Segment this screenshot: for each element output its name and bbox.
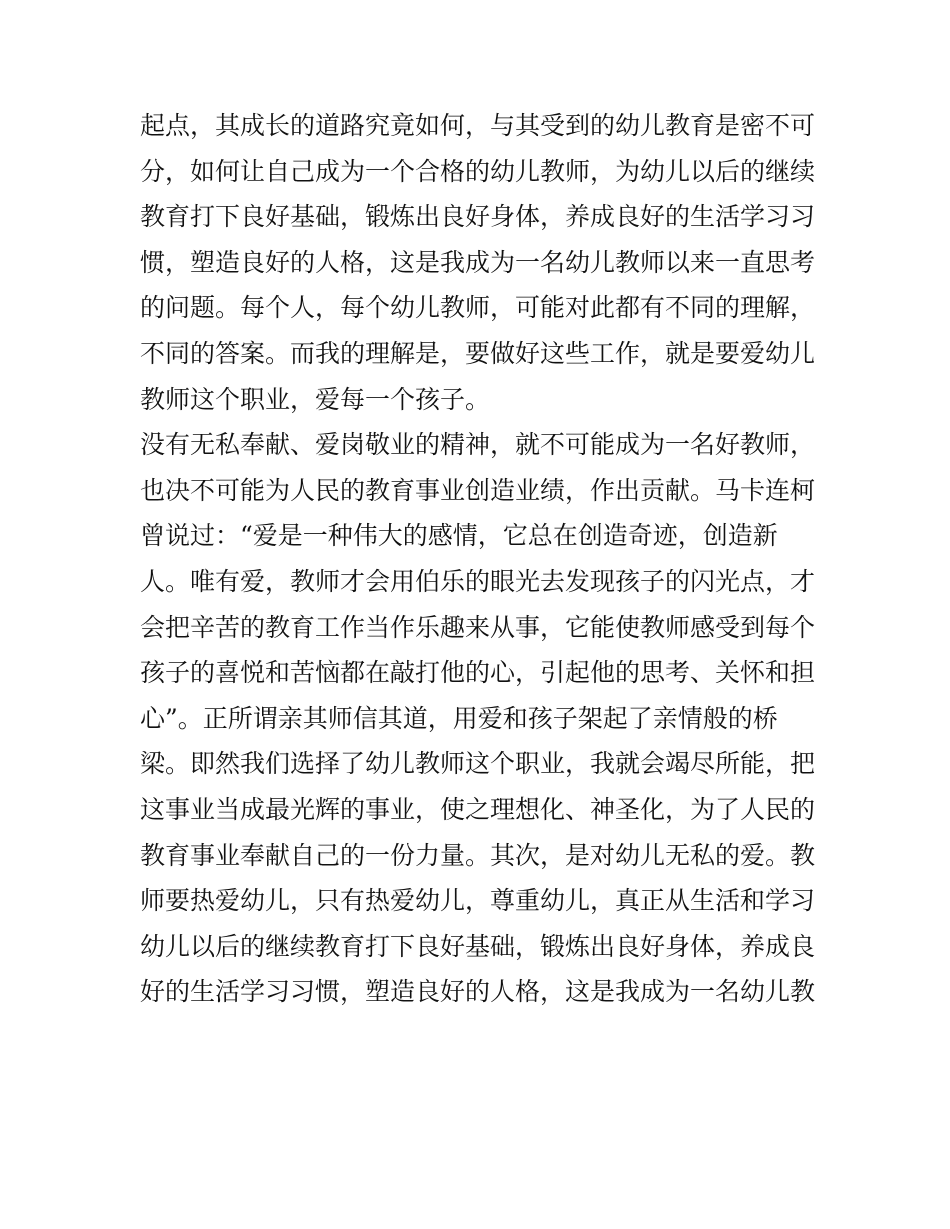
text-line: 会把辛苦的教育工作当作乐趣来从事，它能使教师感受到每个	[140, 612, 816, 642]
text-line: 惯，塑造良好的人格，这是我成为一名幼儿教师以来一直思考	[140, 247, 816, 277]
text-line: 师要热爱幼儿，只有热爱幼儿，尊重幼儿，真正从生活和学习	[140, 886, 816, 916]
text-line: 这事业当成最光辉的事业，使之理想化、神圣化，为了人民的	[140, 794, 816, 824]
text-line: 的问题。每个人，每个幼儿教师，可能对此都有不同的理解，	[140, 293, 816, 323]
text-line: 也决不可能为人民的教育事业创造业绩，作出贡献。马卡连柯	[140, 475, 816, 505]
text-line: 教育打下良好基础，锻炼出良好身体，养成良好的生活学习习	[140, 202, 816, 232]
text-line: 不同的答案。而我的理解是，要做好这些工作，就是要爱幼儿	[140, 338, 816, 368]
text-line: 好的生活学习习惯，塑造良好的人格，这是我成为一名幼儿教	[140, 977, 816, 1007]
text-line: 曾说过：“爱是一种伟大的感情，它总在创造奇迹，创造新	[140, 521, 778, 551]
text-line: 人。唯有爱，教师才会用伯乐的眼光去发现孩子的闪光点，才	[140, 566, 816, 596]
text-line: 梁。即然我们选择了幼儿教师这个职业，我就会竭尽所能，把	[140, 749, 816, 779]
body-text	[140, 103, 820, 1015]
text-line: 孩子的喜悦和苦恼都在敲打他的心，引起他的思考、关怀和担	[140, 658, 816, 688]
text-line: 起点，其成长的道路究竟如何，与其受到的幼儿教育是密不可	[140, 111, 816, 140]
text-line: 心”。正所谓亲其师信其道，用爱和孩子架起了亲情般的桥	[140, 703, 778, 733]
text-line: 教师这个职业，爱每一个孩子。	[140, 384, 491, 414]
text-line: 幼儿以后的继续教育打下良好基础，锻炼出良好身体，养成良	[140, 931, 816, 961]
text-line: 分，如何让自己成为一个合格的幼儿教师，为幼儿以后的继续	[140, 156, 816, 186]
text-line: 教育事业奉献自己的一份力量。其次，是对幼儿无私的爱。教	[140, 840, 816, 870]
text-line: 没有无私奉献、爱岗敬业的精神，就不可能成为一名好教师，	[140, 430, 816, 460]
